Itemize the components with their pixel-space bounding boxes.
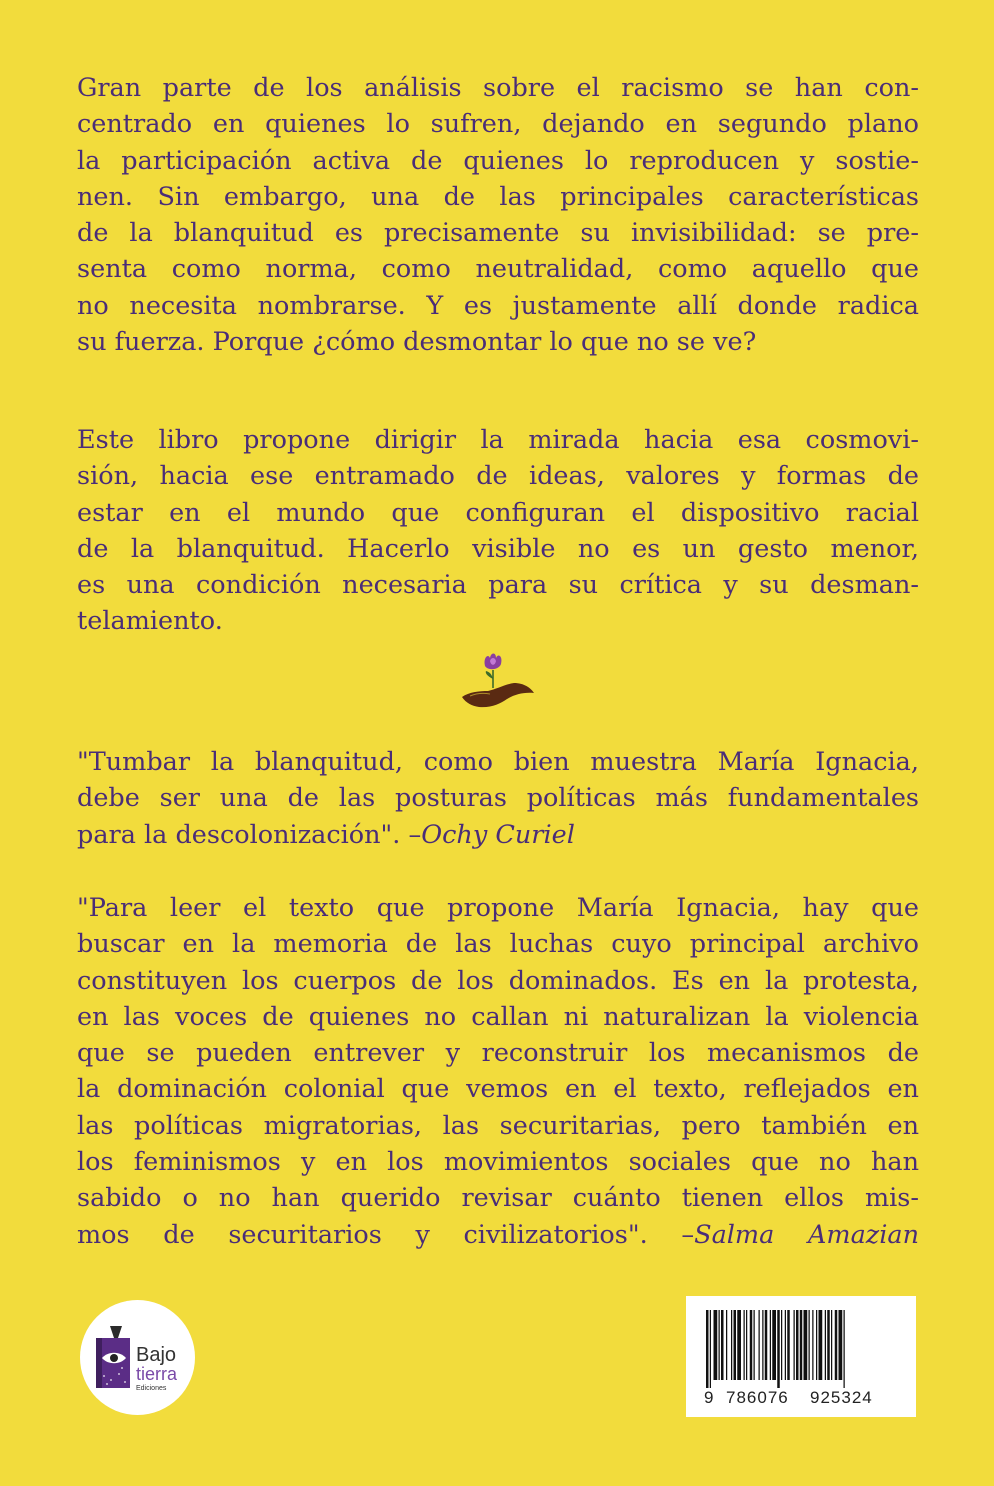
barcode-bar [765,1310,768,1380]
text-line [77,1217,919,1253]
blurb-quote-2 [77,890,919,1253]
text-line: buscar en la memoria de las luchas cuyo principal archivo [77,929,919,960]
barcode-bar [812,1310,813,1380]
barcode-bar [785,1310,786,1380]
text-line: Este libro propone dirigir la mirada hacia esa cosmovi- [77,425,919,455]
barcode-bar [844,1310,845,1388]
barcode-bar [787,1310,790,1380]
barcode-bar [734,1310,737,1380]
barcode-bar [835,1310,838,1380]
text-line: telamiento. [77,606,223,637]
text-line: las políticas migratorias, las securitarias, pero también en [77,1110,919,1141]
barcode-bar [744,1310,745,1380]
isbn-barcode [686,1296,916,1417]
barcode-bar [816,1310,817,1380]
text-line: los feminismos y en los movimientos sociales que no han [77,1147,919,1178]
text-line: de la blanquitud. Hacerlo visible no es un gesto menor, [77,533,919,564]
text-line: debe ser una de las posturas políticas más fundamentales [77,783,919,814]
barcode-bar [746,1310,747,1380]
barcode-bar [737,1310,741,1380]
barcode-first-digit: 9 [704,1388,715,1407]
text-line: es una condición necesaria para su crítica y su desman- [77,570,919,601]
barcode-bar [706,1310,709,1388]
barcode-bar [726,1310,727,1380]
publisher-name-line2: tierra [136,1364,178,1384]
barcode-bar [714,1310,718,1380]
text-line: no necesita nombrarse. Y es justamente allí donde radica [77,290,919,321]
quote-author: Ochy Curiel [421,819,575,850]
text-line: nen. Sin embargo, una de las principales características [77,181,919,212]
text-line: "Para leer el texto que propone María Ignacia, hay que [77,893,919,923]
publisher-logo [80,1300,195,1415]
barcode-digits-right: 925324 [810,1388,873,1407]
text-line: su fuerza. Porque ¿cómo desmontar lo que no se ve? [77,327,757,358]
barcode-bar [819,1310,823,1380]
text-line [77,817,919,853]
book-eye-icon [94,1324,134,1390]
text-line: "Tumbar la blanquitud, como bien muestra María Ignacia, [77,747,919,777]
quote-text-end: para la descolonización". – [77,819,422,850]
text-line: centrado en quienes lo sufren, dejando en segundo plano [77,109,919,140]
barcode-bar [710,1310,711,1388]
barcode-bar [800,1310,803,1380]
barcode-bar [794,1310,795,1380]
barcode-bar [804,1310,808,1380]
barcode-bar [750,1310,753,1380]
text-line: estar en el mundo que configuran el dispositivo racial [77,497,919,528]
quote-author: Salma Amazian [694,1219,919,1250]
hand-holding-flower-icon [456,650,536,712]
barcode-bar [772,1310,776,1380]
text-line: en las voces de quienes no callan ni naturalizan la violencia [77,1001,919,1032]
text-line: sabido o no han querido revisar cuánto tienen ellos mis- [77,1183,919,1214]
text-line: de la blanquitud es precisamente su invisibilidad: se pre- [77,218,919,249]
barcode-bar [825,1310,826,1380]
barcode-bar [754,1310,755,1380]
barcode-bar [781,1310,782,1380]
blurb-quote-1 [77,744,919,853]
barcode-bar [839,1310,843,1380]
synopsis-paragraph-2 [77,422,919,640]
text-line: que se pueden entrever y reconstruir los mecanismos de [77,1038,919,1069]
barcode-bar [762,1310,763,1380]
barcode-bar [827,1310,830,1380]
barcode-bar [796,1310,799,1380]
text-line: Gran parte de los análisis sobre el racismo se han con- [77,73,919,103]
barcode-bar [731,1310,732,1380]
publisher-name-line3: Ediciones [136,1385,167,1392]
synopsis-paragraph-1 [77,70,919,360]
barcode-bars [702,1310,900,1388]
text-line: constituyen los cuerpos de los dominados. Es en la protesta, [77,965,919,996]
barcode-digits-left: 786076 [726,1388,789,1407]
barcode-bar [719,1310,720,1380]
barcode-bar [770,1310,771,1380]
text-line: sión, hacia ese entramado de ideas, valores y formas de [77,461,919,492]
publisher-name-line1: Bajo [136,1344,177,1366]
barcode-bar [759,1310,760,1380]
barcode-bar [777,1310,780,1388]
text-line: la dominación colonial que vemos en el texto, reflejados en [77,1074,919,1105]
text-line: la participación activa de quienes lo reproducen y sostie- [77,145,919,176]
quote-text-end: mos de securitarios y civilizatorios". – [77,1219,695,1250]
barcode-bar [831,1310,832,1380]
barcode-bar [809,1310,810,1380]
text-line: senta como norma, como neutralidad, como aquello que [77,254,919,285]
barcode-bar [721,1310,724,1380]
